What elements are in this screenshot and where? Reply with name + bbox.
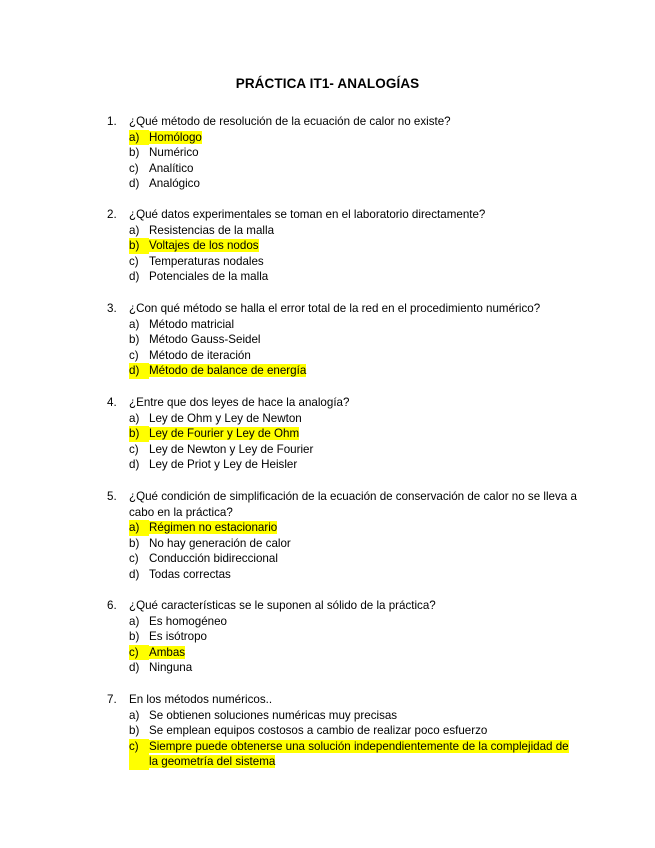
option [107, 629, 577, 645]
option-indent [107, 739, 129, 770]
option-indent [107, 629, 129, 645]
option-text: Método de balance de energía [149, 364, 307, 378]
option-text-wrapper [149, 536, 577, 552]
option-letter: c) [129, 348, 139, 362]
option-text: Régimen no estacionario [149, 521, 278, 535]
option-indent [107, 411, 129, 427]
option-text-wrapper [149, 520, 577, 536]
option-text-wrapper [149, 457, 577, 473]
option-letter: b) [129, 238, 149, 254]
option-text: Ninguna [149, 661, 193, 675]
option-indent [107, 317, 129, 333]
question-text: ¿Qué método de resolución de la ecuación de calor no existe? [129, 115, 451, 128]
option-letter: c) [129, 739, 149, 770]
option-text-wrapper [149, 348, 577, 364]
option-text-wrapper [149, 442, 577, 458]
question-number: 5. [107, 490, 117, 503]
question-4 [107, 395, 577, 473]
option [107, 614, 577, 630]
option [107, 457, 577, 473]
option-text: Todas correctas [149, 567, 231, 581]
question-line [107, 489, 577, 520]
option [107, 708, 577, 724]
option-text-wrapper [149, 660, 577, 676]
option [107, 551, 577, 567]
option [107, 567, 577, 583]
option-letter: a) [129, 614, 140, 628]
option-text: Homólogo [149, 130, 202, 144]
option-letter: a) [129, 411, 140, 425]
option-letter: a) [129, 317, 140, 331]
question-number: 6. [107, 599, 117, 612]
option [107, 269, 577, 285]
question-number: 4. [107, 396, 117, 409]
option-indent [107, 176, 129, 192]
option-text: Se emplean equipos costosos a cambio de realizar poco esfuerzo [149, 724, 488, 738]
option-letter: a) [129, 708, 140, 722]
question-number: 3. [107, 302, 117, 315]
option-text: Numérico [149, 146, 199, 160]
question-line [107, 207, 577, 223]
question-number: 7. [107, 693, 117, 706]
option-text: Analítico [149, 161, 194, 175]
option-text: Potenciales de la malla [149, 270, 269, 284]
option-text: Método Gauss-Seidel [149, 333, 261, 347]
option-text: Temperaturas nodales [149, 254, 264, 268]
question-7 [107, 692, 577, 770]
option-text-wrapper [149, 145, 577, 161]
option-letter: b) [129, 630, 140, 644]
option-text: Resistencias de la malla [149, 223, 275, 237]
option [107, 176, 577, 192]
option-text-wrapper [149, 708, 577, 724]
option [107, 223, 577, 239]
question-text: ¿Entre que dos leyes de hace la analogía? [129, 396, 350, 409]
option-text: Siempre puede obtenerse una solución independientemente de la complejidad de la geometría del sistema [149, 739, 569, 769]
option-indent [107, 348, 129, 364]
option-indent [107, 426, 129, 442]
question-line [107, 114, 577, 130]
option-letter: d) [129, 363, 149, 379]
option-indent [107, 238, 129, 254]
option [107, 411, 577, 427]
question-text: ¿Con qué método se halla el error total de la red en el procedimiento numérico? [129, 302, 541, 315]
option-list [107, 708, 577, 770]
option-letter: a) [129, 130, 149, 146]
option [107, 348, 577, 364]
option-highlighted [107, 238, 577, 254]
option-letter: d) [129, 270, 140, 284]
option-text-wrapper [149, 238, 577, 254]
option-indent [107, 442, 129, 458]
option-highlighted [107, 363, 577, 379]
option-text: Método de iteración [149, 348, 251, 362]
question-line [107, 598, 577, 614]
option-indent [107, 551, 129, 567]
question-text: ¿Qué condición de simplificación de la ecuación de conservación de calor no se lleva a cabo en la práctica? [129, 490, 577, 519]
question-text: ¿Qué datos experimentales se toman en el laboratorio directamente? [129, 208, 486, 221]
option-list [107, 317, 577, 379]
option [107, 254, 577, 270]
option-letter: d) [129, 661, 140, 675]
option-indent [107, 332, 129, 348]
option-text: Es isótropo [149, 630, 207, 644]
option-text: Se obtienen soluciones numéricas muy precisas [149, 708, 398, 722]
option-list [107, 520, 577, 582]
option-list [107, 614, 577, 676]
option-list [107, 130, 577, 192]
option-text-wrapper [149, 223, 577, 239]
option-text-wrapper [149, 645, 577, 661]
option-text-wrapper [149, 629, 577, 645]
question-line [107, 692, 577, 708]
question-text: En los métodos numéricos.. [129, 693, 273, 706]
option-letter: c) [129, 254, 139, 268]
option-text-wrapper [149, 161, 577, 177]
option-text-wrapper [149, 411, 577, 427]
option [107, 660, 577, 676]
option-highlighted [107, 426, 577, 442]
option-list [107, 223, 577, 285]
option-highlighted [107, 130, 577, 146]
option-text-wrapper [149, 269, 577, 285]
question-text: ¿Qué características se le suponen al sólido de la práctica? [129, 599, 436, 612]
option-indent [107, 614, 129, 630]
question-line [107, 301, 577, 317]
option-letter: c) [129, 552, 139, 566]
question-number: 2. [107, 208, 117, 221]
option-text: Voltajes de los nodos [149, 239, 259, 253]
option-indent [107, 254, 129, 270]
option-text: Ley de Fourier y Ley de Ohm [149, 427, 300, 441]
option [107, 536, 577, 552]
option-letter: b) [129, 146, 140, 160]
option-list [107, 411, 577, 473]
option-letter: c) [129, 442, 139, 456]
option-letter: b) [129, 536, 140, 550]
option-text: Es homogéneo [149, 614, 227, 628]
option-indent [107, 457, 129, 473]
option-indent [107, 708, 129, 724]
option-indent [107, 645, 129, 661]
question-5 [107, 489, 577, 583]
option-indent [107, 145, 129, 161]
option-text-wrapper [149, 332, 577, 348]
option-letter: d) [129, 177, 140, 191]
option-text: Ley de Ohm y Ley de Newton [149, 411, 302, 425]
option [107, 317, 577, 333]
question-1 [107, 114, 577, 192]
option-indent [107, 520, 129, 536]
option-indent [107, 567, 129, 583]
option-text-wrapper [149, 614, 577, 630]
option-indent [107, 161, 129, 177]
option-letter: b) [129, 724, 140, 738]
option-text-wrapper [149, 567, 577, 583]
option-text-wrapper [149, 739, 577, 770]
question-6 [107, 598, 577, 676]
option [107, 161, 577, 177]
option-text-wrapper [149, 426, 577, 442]
option-text: Conducción bidireccional [149, 552, 278, 566]
option [107, 332, 577, 348]
option-text: No hay generación de calor [149, 536, 291, 550]
option-letter: a) [129, 223, 140, 237]
question-2 [107, 207, 577, 285]
question-number: 1. [107, 115, 117, 128]
option-letter: d) [129, 458, 140, 472]
option-letter: d) [129, 567, 140, 581]
option-letter: a) [129, 520, 149, 536]
document-title: PRÁCTICA IT1- ANALOGÍAS [235, 76, 420, 91]
option-letter: b) [129, 426, 149, 442]
option-text: Ley de Newton y Ley de Fourier [149, 442, 314, 456]
question-3 [107, 301, 577, 379]
option-highlighted [107, 520, 577, 536]
option [107, 723, 577, 739]
option-indent [107, 269, 129, 285]
option-text: Método matricial [149, 317, 235, 331]
option-indent [107, 130, 129, 146]
option-text-wrapper [149, 551, 577, 567]
option-text-wrapper [149, 176, 577, 192]
option-text-wrapper [149, 723, 577, 739]
option-letter: c) [129, 645, 149, 661]
option-highlighted [107, 645, 577, 661]
option-text: Ley de Priot y Ley de Heisler [149, 458, 298, 472]
option-text-wrapper [149, 317, 577, 333]
option-letter: b) [129, 333, 140, 347]
question-line [107, 395, 577, 411]
option-highlighted [107, 739, 577, 770]
option-text-wrapper [149, 254, 577, 270]
option-indent [107, 363, 129, 379]
option [107, 145, 577, 161]
option-indent [107, 723, 129, 739]
option-letter: c) [129, 161, 139, 175]
option-indent [107, 536, 129, 552]
option-text-wrapper [149, 363, 577, 379]
option-text: Ambas [149, 645, 186, 659]
option-text-wrapper [149, 130, 577, 146]
option-text: Analógico [149, 177, 200, 191]
option [107, 442, 577, 458]
option-indent [107, 660, 129, 676]
option-indent [107, 223, 129, 239]
